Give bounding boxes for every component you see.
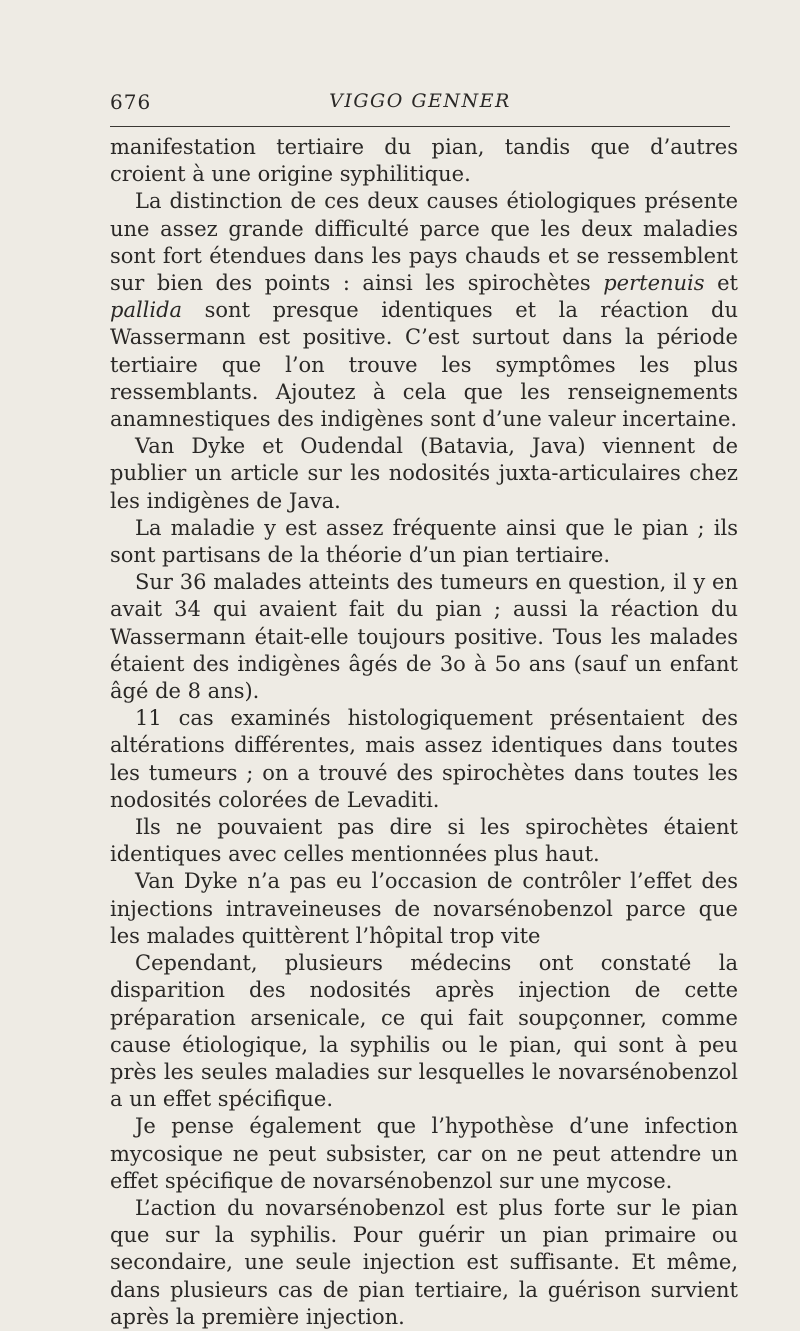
paragraph-3: Van Dyke et Oudendal (Batavia, Java) viennent de publier un article sur les nodosités juxta-articulaires chez les indigènes de Java. <box>110 434 738 513</box>
paragraph-6: 11 cas examinés histologiquement présentaient des altérations différentes, mais assez identiques dans toutes les tumeurs ; on a trouvé des spirochètes dans toutes les nodosités colorées de Levaditi. <box>110 706 738 812</box>
paragraph-8: Van Dyke n’a pas eu l’occasion de contrôler l’effet des injections intraveineuses de novarsénobenzol parce que les malades quittèrent l’hôpital trop vite <box>110 869 738 948</box>
paragraph-1: manifestation tertiaire du pian, tandis que d’autres croient à une origine syphilitique. <box>110 135 738 187</box>
paragraph-7: Ils ne pouvaient pas dire si les spirochètes étaient identiques avec celles mentionnées plus haut. <box>110 815 738 867</box>
paragraph-10: Je pense également que l’hypothèse d’une infection mycosique ne peut subsister, car on ne peut attendre un effet spécifique de novarsénobenzol sur une mycose. <box>110 1114 738 1193</box>
paragraph-5: Sur 36 malades atteints des tumeurs en question, il y en avait 34 qui avaient fait du pian ; aussi la réaction du Wassermann était-elle toujours positive. Tous les malades étaient des indigènes âgés de 3o à 5o ans (sauf un enfant âgé de 8 ans). <box>110 570 738 704</box>
paragraph-4: La maladie y est assez fréquente ainsi que le pian ; ils sont partisans de la théorie d’un pian tertiaire. <box>110 515 738 568</box>
paragraph-2 <box>110 188 738 433</box>
running-title: VIGGO GENNER <box>329 90 511 112</box>
paragraph-2-part-1: La distinction de ces deux causes étiologiques présente une assez grande difficulté parce que les deux maladies sont fort étendues dans les pays chauds et se ressemblent sur bien des points : ainsi les spirochètes <box>110 189 738 296</box>
paragraph-2-part-2: sont presque identiques et la réaction du Wassermann est positive. C’est surtout dans la période tertiaire que l’on trouve les symptômes les plus ressemblants. Ajoutez à cela que les renseignements anamnestiques des indigènes sont d’une valeur incertaine. <box>110 298 738 432</box>
paragraph-2-conjunction: et <box>717 271 738 296</box>
header-rule <box>110 126 730 127</box>
paragraph-9: Cependant, plusieurs médecins ont constaté la disparition des nodosités après injection de cette préparation arsenicale, ce qui fait soupçonner, comme cause étiologique, la syphilis ou le pian, qui sont à peu près les seules maladies sur lesquelles le novarsénobenzol a un effet spécifique. <box>110 951 738 1112</box>
species-pertenuis: pertenuis <box>603 271 705 296</box>
body-text <box>110 134 738 1331</box>
page-header <box>110 90 730 118</box>
species-pallida: pallida <box>110 298 183 323</box>
paragraph-11: L’action du novarsénobenzol est plus forte sur le pian que sur la syphilis. Pour guérir un pian primaire ou secondaire, une seule injection est suffisante. Et même, dans plusieurs cas de pian tertiaire, la guérison survient après la première injection. <box>110 1195 738 1329</box>
page-number: 676 <box>110 90 152 114</box>
